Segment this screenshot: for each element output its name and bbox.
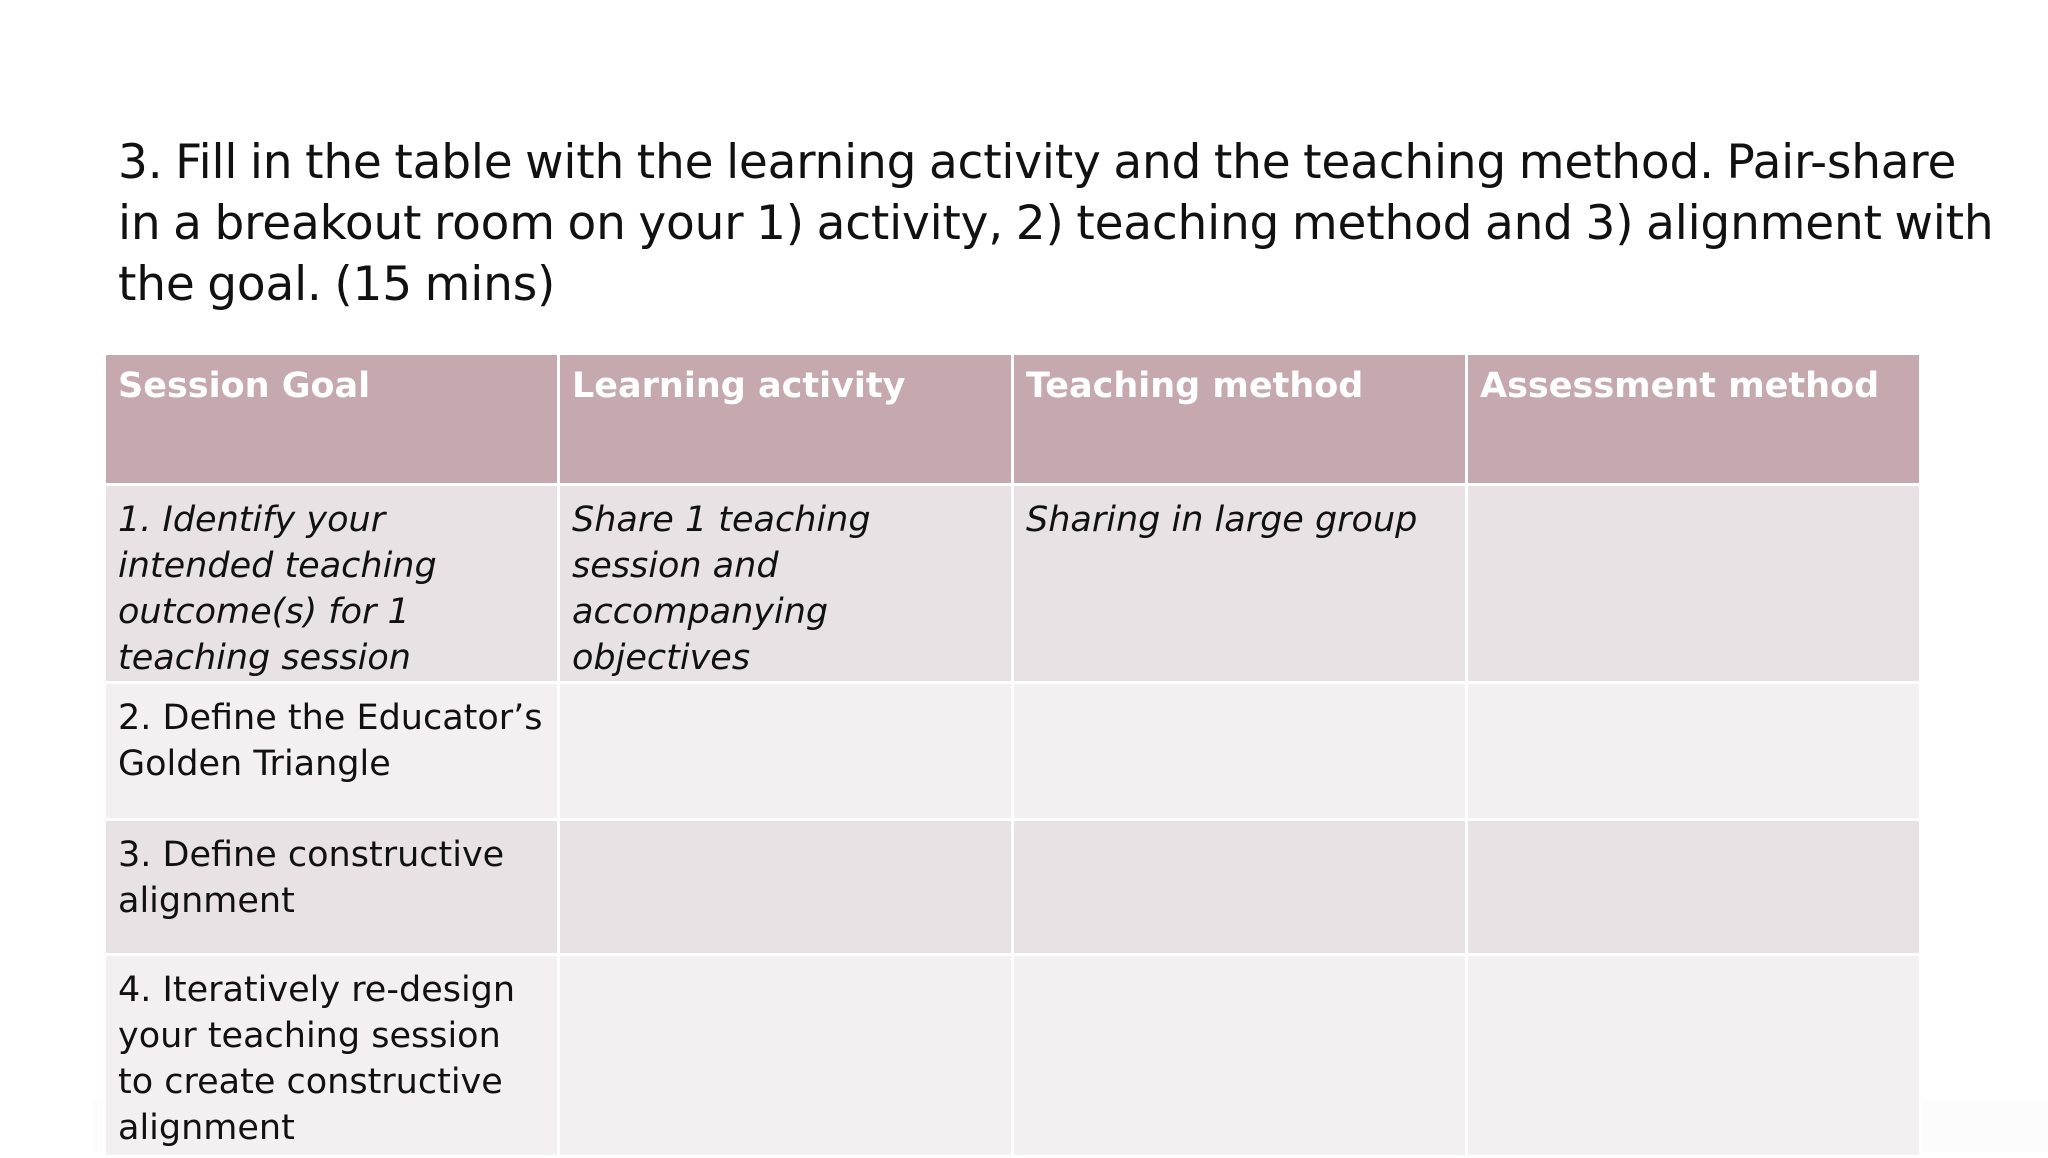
header-assessment-method: Assessment method bbox=[1467, 354, 1921, 485]
cell-teaching-method bbox=[1013, 683, 1467, 820]
cell-teaching-method: Sharing in large group bbox=[1013, 485, 1467, 683]
cell-session-goal: 3. Define constructive alignment bbox=[105, 820, 559, 955]
cell-assessment-method bbox=[1467, 955, 1921, 1157]
cell-teaching-method bbox=[1013, 820, 1467, 955]
slide-title: 3. Fill in the table with the learning activity and the teaching method. Pair-share in a breakout room on your 1) activity, 2) teaching method and 3) alignment with the goal. (15 mins) bbox=[118, 135, 1994, 312]
cell-teaching-method bbox=[1013, 955, 1467, 1157]
cell-session-goal: 2. Define the Educator’s Golden Triangle bbox=[105, 683, 559, 820]
cell-assessment-method bbox=[1467, 820, 1921, 955]
cell-learning-activity bbox=[559, 955, 1013, 1157]
table-row bbox=[105, 820, 1921, 955]
cell-session-goal: 4. Iteratively re-design your teaching session to create constructive alignment bbox=[105, 955, 559, 1157]
cell-learning-activity bbox=[559, 683, 1013, 820]
table-row bbox=[105, 485, 1921, 683]
header-teaching-method: Teaching method bbox=[1013, 354, 1467, 485]
table-row bbox=[105, 955, 1921, 1157]
cell-assessment-method bbox=[1467, 485, 1921, 683]
cell-session-goal: 1. Identify your intended teaching outcome(s) for 1 teaching session bbox=[105, 485, 559, 683]
cell-learning-activity bbox=[559, 820, 1013, 955]
table-row bbox=[105, 683, 1921, 820]
cell-assessment-method bbox=[1467, 683, 1921, 820]
header-learning-activity: Learning activity bbox=[559, 354, 1013, 485]
cell-learning-activity: Share 1 teaching session and accompanying objectives bbox=[559, 485, 1013, 683]
header-session-goal: Session Goal bbox=[105, 354, 559, 485]
session-goals-table bbox=[103, 352, 1922, 1158]
table-header-row bbox=[105, 354, 1921, 485]
